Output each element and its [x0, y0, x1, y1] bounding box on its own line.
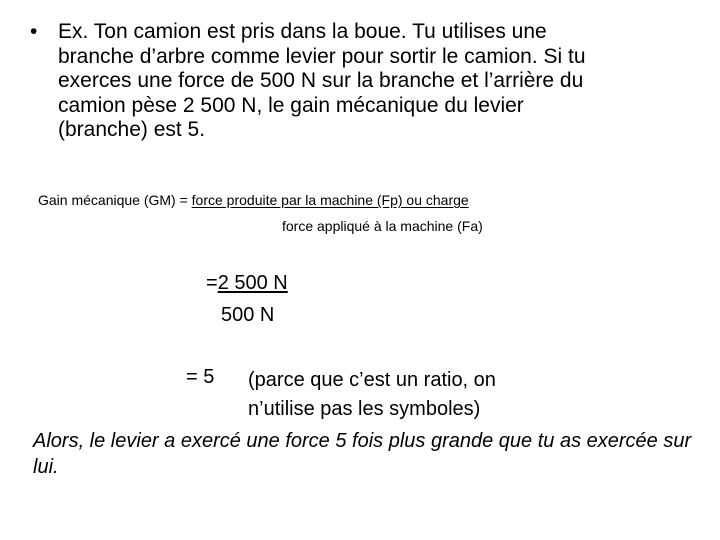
bullet-marker: • [30, 20, 38, 43]
formula-line [38, 192, 469, 208]
calculation-denominator: 500 N [221, 304, 275, 326]
calculation-numerator: 2 500 N [217, 272, 288, 294]
example-text: Ex. Ton camion est pris dans la boue. Tu utilises une branche d’arbre comme levier pour sortir le camion. Si tu exerces une force de 500 N sur la branche et l’arrière du camion pèse 2 500 N, le gain mécanique du levier (branche) est 5. [58, 20, 586, 141]
conclusion-text: Alors, le levier a exercé une force 5 fois plus grande que tu as exercée sur lui. [33, 430, 692, 478]
result-explanation: (parce que c’est un ratio, on n’utilise pas les symboles) [248, 369, 496, 420]
example-bullet [30, 20, 700, 143]
calculation-equals: = [206, 272, 218, 294]
result-value: = 5 [186, 366, 215, 388]
formula-numerator: force produite par la machine (Fp) ou charge [191, 192, 469, 208]
formula-prefix: Gain mécanique (GM) = [38, 192, 192, 208]
formula-denominator: force appliqué à la machine (Fa) [282, 218, 483, 234]
calculation-numerator-line [206, 272, 288, 295]
